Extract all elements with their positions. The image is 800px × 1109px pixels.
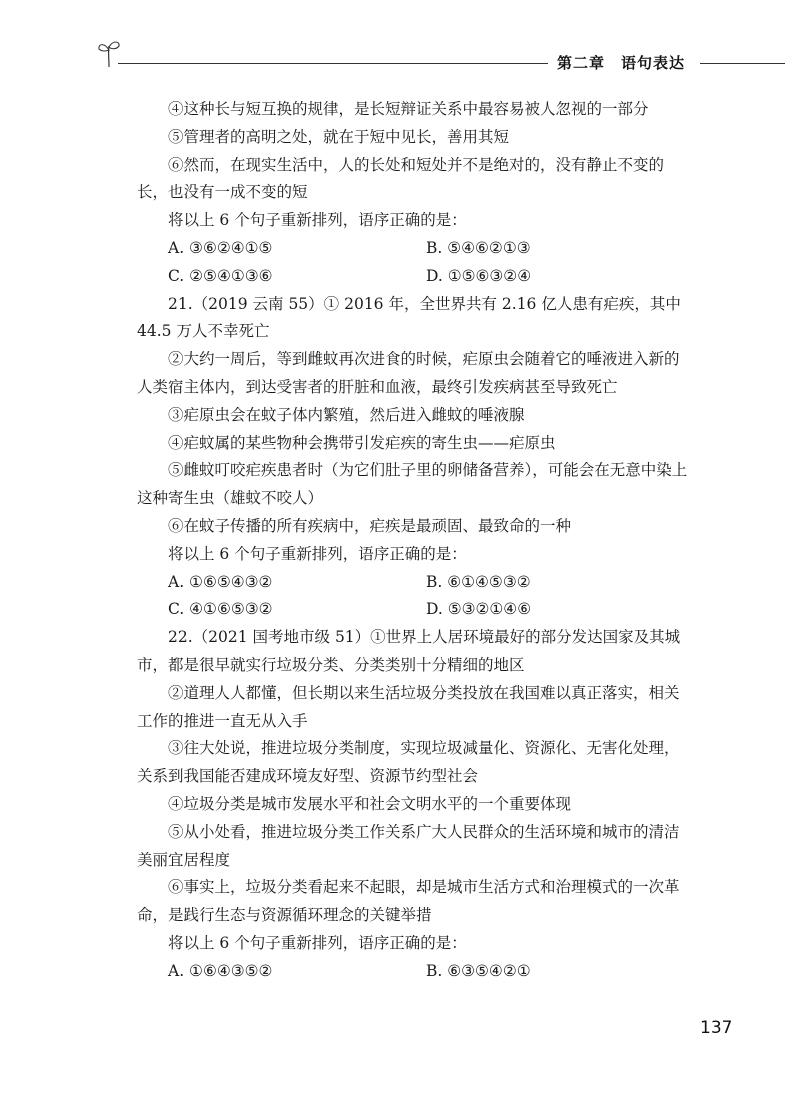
- answer-option: B. ⑥①④⑤③②: [426, 572, 531, 591]
- header-rule-right: [700, 63, 785, 64]
- paragraph: ⑥然而，在现实生活中，人的长处和短处并不是绝对的，没有静止不变的长，也没有一成不变的短: [137, 155, 665, 202]
- paragraph: ④疟蚊属的某些物种会携带引发疟疾的寄生虫——疟原虫: [168, 433, 556, 452]
- paragraph: ⑤雌蚊叮咬疟疾患者时（为它们肚子里的卵储备营养），可能会在无意中染上这种寄生虫（雄蚊不咬人）: [137, 461, 688, 508]
- paragraph: ②道理人人都懂，但长期以来生活垃圾分类投放在我国难以真正落实，相关工作的推进一直无从入手: [137, 683, 680, 730]
- answer-options-row: [137, 596, 693, 624]
- paragraph: ⑤管理者的高明之处，就在于短中见长，善用其短: [168, 127, 510, 146]
- paragraph: ③疟原虫会在蚊子体内繁殖，然后进入雌蚊的唾液腺: [168, 405, 525, 424]
- paragraph: ④垃圾分类是城市发展水平和社会文明水平的一个重要体现: [168, 794, 572, 813]
- answer-option: C. ④①⑥⑤③②: [168, 600, 273, 619]
- page-body: [137, 96, 693, 986]
- answer-option: C. ②⑤④①③⑥: [168, 266, 273, 285]
- answer-option: D. ⑤③②①④⑥: [426, 600, 532, 619]
- answer-options-row: [137, 235, 693, 263]
- page-header: [0, 30, 800, 80]
- answer-option: B. ⑤④⑥②①③: [426, 238, 531, 257]
- chapter-title: 第二章 语句表达: [557, 54, 686, 72]
- paragraph: ④这种长与短互换的规律，是长短辩证关系中最容易被人忽视的一部分: [168, 100, 649, 118]
- answer-option: A. ①⑥④③⑤②: [168, 961, 273, 980]
- paragraph: ⑤从小处看，推进垃圾分类工作关系广大人民群众的生活环境和城市的清洁美丽宜居程度: [137, 822, 680, 869]
- paragraph: 22.（2021 国考地市级 51）①世界上人居环境最好的部分发达国家及其城市，都是很早就实行垃圾分类、分类类别十分精细的地区: [137, 628, 681, 674]
- answer-options-row: [137, 569, 693, 597]
- answer-option: A. ①⑥⑤④③②: [168, 572, 273, 591]
- paragraph: 将以上 6 个句子重新排列，语序正确的是：: [168, 933, 467, 952]
- paragraph: 将以上 6 个句子重新排列，语序正确的是：: [168, 211, 467, 230]
- page-number: 137: [700, 1018, 733, 1038]
- answer-option: B. ⑥③⑤④②①: [426, 961, 531, 980]
- paragraph: ③往大处说，推进垃圾分类制度，实现垃圾减量化、资源化、无害化处理，关系到我国能否建成环境友好型、资源节约型社会: [137, 739, 680, 786]
- paragraph: 21.（2019 云南 55）① 2016 年，全世界共有 2.16 亿人患有疟疾，其中 44.5 万人不幸死亡: [137, 294, 681, 341]
- paragraph: ②大约一周后，等到雌蚊再次进食的时候，疟原虫会随着它的唾液进入新的人类宿主体内，到达受害者的肝脏和血液，最终引发疾病甚至导致死亡: [137, 350, 680, 396]
- header-rule-left: [118, 63, 548, 64]
- answer-options-row: [137, 263, 693, 291]
- paragraph: ⑥在蚊子传播的所有疾病中，疟疾是最顽固、最致命的一种: [168, 516, 572, 535]
- answer-options-row: [137, 958, 693, 986]
- paragraph: ⑥事实上，垃圾分类看起来不起眼，却是城市生活方式和治理模式的一次革命，是践行生态与资源循环理念的关键举措: [137, 878, 680, 925]
- paragraph: 将以上 6 个句子重新排列，语序正确的是：: [168, 544, 467, 563]
- answer-option: A. ③⑥②④①⑤: [168, 238, 273, 257]
- answer-option: D. ①⑤⑥③②④: [426, 266, 532, 285]
